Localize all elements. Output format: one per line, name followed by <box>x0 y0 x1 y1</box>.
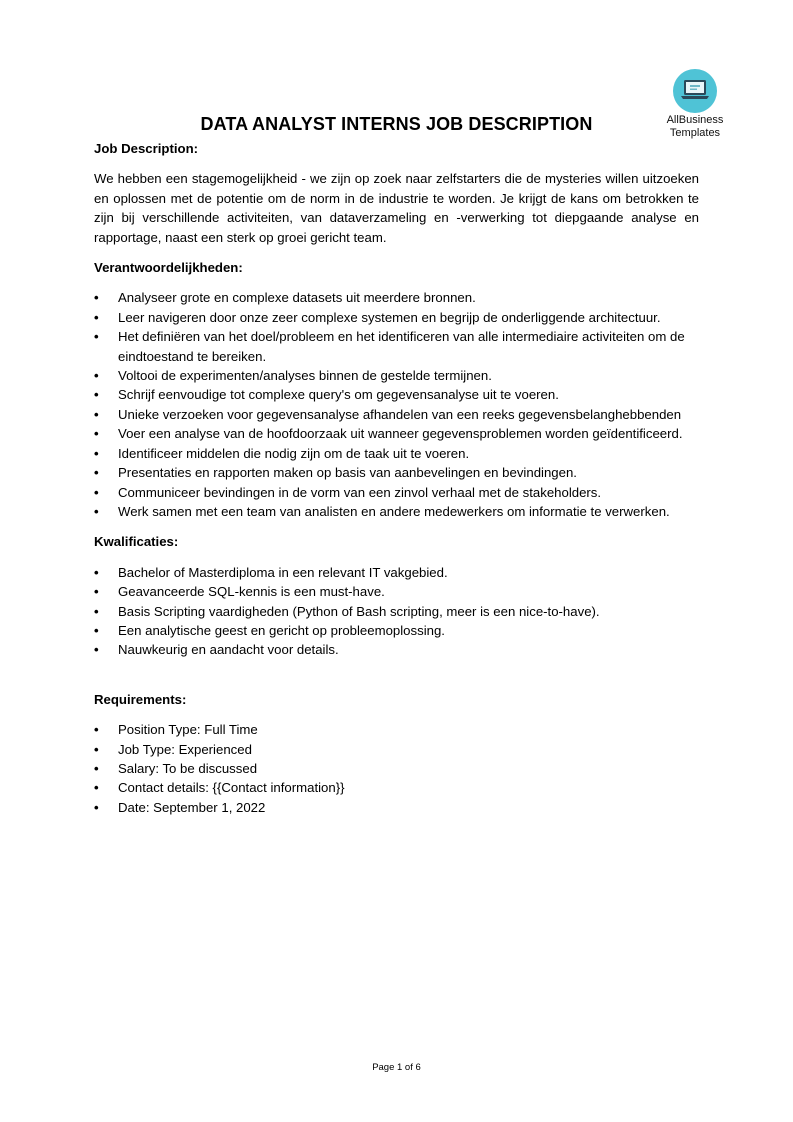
list-item <box>94 424 699 443</box>
bullet-icon: • <box>94 503 99 519</box>
bullet-icon: • <box>94 387 99 403</box>
bullet-icon: • <box>94 309 99 325</box>
list-item <box>94 720 699 739</box>
page-number: Page 1 of 6 <box>372 1062 421 1073</box>
list-item <box>94 621 699 640</box>
list-item-text: Identificeer middelen die nodig zijn om de taak uit te voeren. <box>118 445 470 461</box>
list-item <box>94 602 699 621</box>
list-item-text: Basis Scripting vaardigheden (Python of Bash scripting, meer is een nice-to-have). <box>118 603 600 619</box>
list-item <box>94 582 699 601</box>
bullet-icon: • <box>94 290 99 306</box>
list-item <box>94 308 699 327</box>
bullet-icon: • <box>94 484 99 500</box>
list-item <box>94 740 699 759</box>
bullet-icon: • <box>94 406 99 422</box>
bullet-icon: • <box>94 642 99 658</box>
list-item-text: Bachelor of Masterdiploma in een relevant IT vakgebied. <box>118 564 448 580</box>
list-item-text: Analyseer grote en complexe datasets uit meerdere bronnen. <box>118 290 476 306</box>
bullet-icon: • <box>94 603 99 619</box>
bullet-icon: • <box>94 564 99 580</box>
list-item-text: Nauwkeurig en aandacht voor details. <box>118 642 339 658</box>
list-item <box>94 444 699 463</box>
list-item <box>94 502 699 521</box>
requirements-list <box>94 720 699 817</box>
bullet-icon: • <box>94 445 99 461</box>
bullet-icon: • <box>94 584 99 600</box>
list-item-text: Unieke verzoeken voor gegevensanalyse afhandelen van een reeks gegevensbelanghebbenden <box>118 406 682 422</box>
document-title: DATA ANALYST INTERNS JOB DESCRIPTION <box>200 114 593 134</box>
list-item <box>94 366 699 385</box>
list-item-text: Voer een analyse van de hoofdoorzaak uit wanneer gegevensproblemen worden geïdentificeerd. <box>118 426 683 442</box>
list-item-text: Een analytische geest en gericht op probleemoplossing. <box>118 622 445 638</box>
bullet-icon: • <box>94 329 99 345</box>
list-item <box>94 483 699 502</box>
list-item-text: Contact details: {{Contact information}} <box>118 780 345 796</box>
bullet-icon: • <box>94 622 99 638</box>
logo-text-line2: Templates <box>669 127 721 139</box>
logo-text-line1: AllBusiness <box>666 114 724 126</box>
job-description-heading: Job Description: <box>94 141 199 156</box>
list-item <box>94 385 699 404</box>
list-item <box>94 405 699 424</box>
responsibilities-heading: Verantwoordelijkheden: <box>94 260 243 276</box>
list-item-text: Schrijf eenvoudige tot complexe query's om gegevensanalyse uit te voeren. <box>118 387 559 403</box>
list-item-text: Position Type: Full Time <box>118 722 258 738</box>
responsibilities-list <box>94 288 699 521</box>
list-item-text: Communiceer bevindingen in de vorm van een zinvol verhaal met de stakeholders. <box>118 484 602 500</box>
list-item-text: Date: September 1, 2022 <box>118 799 266 815</box>
bullet-icon: • <box>94 722 99 738</box>
laptop-icon <box>673 69 717 113</box>
bullet-icon: • <box>94 760 99 776</box>
document-body <box>94 139 699 817</box>
requirements-heading: Requirements: <box>94 691 187 707</box>
qualifications-list <box>94 563 699 660</box>
list-item-text: Voltooi de experimenten/analyses binnen de gestelde termijnen. <box>118 368 492 384</box>
list-item <box>94 640 699 659</box>
qualifications-heading: Kwalificaties: <box>94 534 179 550</box>
bullet-icon: • <box>94 426 99 442</box>
list-item-text: Salary: To be discussed <box>118 760 258 776</box>
bullet-icon: • <box>94 741 99 757</box>
list-item <box>94 798 699 817</box>
list-item <box>94 563 699 582</box>
list-item <box>94 288 699 307</box>
list-item-text: Het definiëren van het doel/probleem en het identificeren van alle intermediaire activiteiten om de eindtoestand te bereiken. <box>118 329 685 364</box>
list-item-text: Presentaties en rapporten maken op basis van aanbevelingen en bevindingen. <box>118 465 577 481</box>
bullet-icon: • <box>94 780 99 796</box>
list-item-text: Job Type: Experienced <box>118 741 252 757</box>
list-item <box>94 778 699 797</box>
bullet-icon: • <box>94 799 99 815</box>
bullet-icon: • <box>94 465 99 481</box>
bullet-icon: • <box>94 368 99 384</box>
list-item-text: Geavanceerde SQL-kennis is een must-have. <box>118 584 385 600</box>
list-item-text: Werk samen met een team van analisten en andere medewerkers om informatie te verwerken. <box>118 503 670 519</box>
list-item-text: Leer navigeren door onze zeer complexe systemen en begrijp de onderliggende architectuur. <box>118 309 661 325</box>
job-description-text: We hebben een stagemogelijkheid - we zijn op zoek naar zelfstarters die de mysteries willen uitzoeken en oplossen met de potentie om de norm in de industrie te worden. Je krijgt de kans om betrokken te zijn bij verschillende activiteiten, van dataverzameling en -verwerking tot diepgaande analyse en rapportage, naast een sterk op groei gericht team. <box>94 171 699 245</box>
list-item <box>94 759 699 778</box>
list-item <box>94 463 699 482</box>
list-item <box>94 327 699 366</box>
